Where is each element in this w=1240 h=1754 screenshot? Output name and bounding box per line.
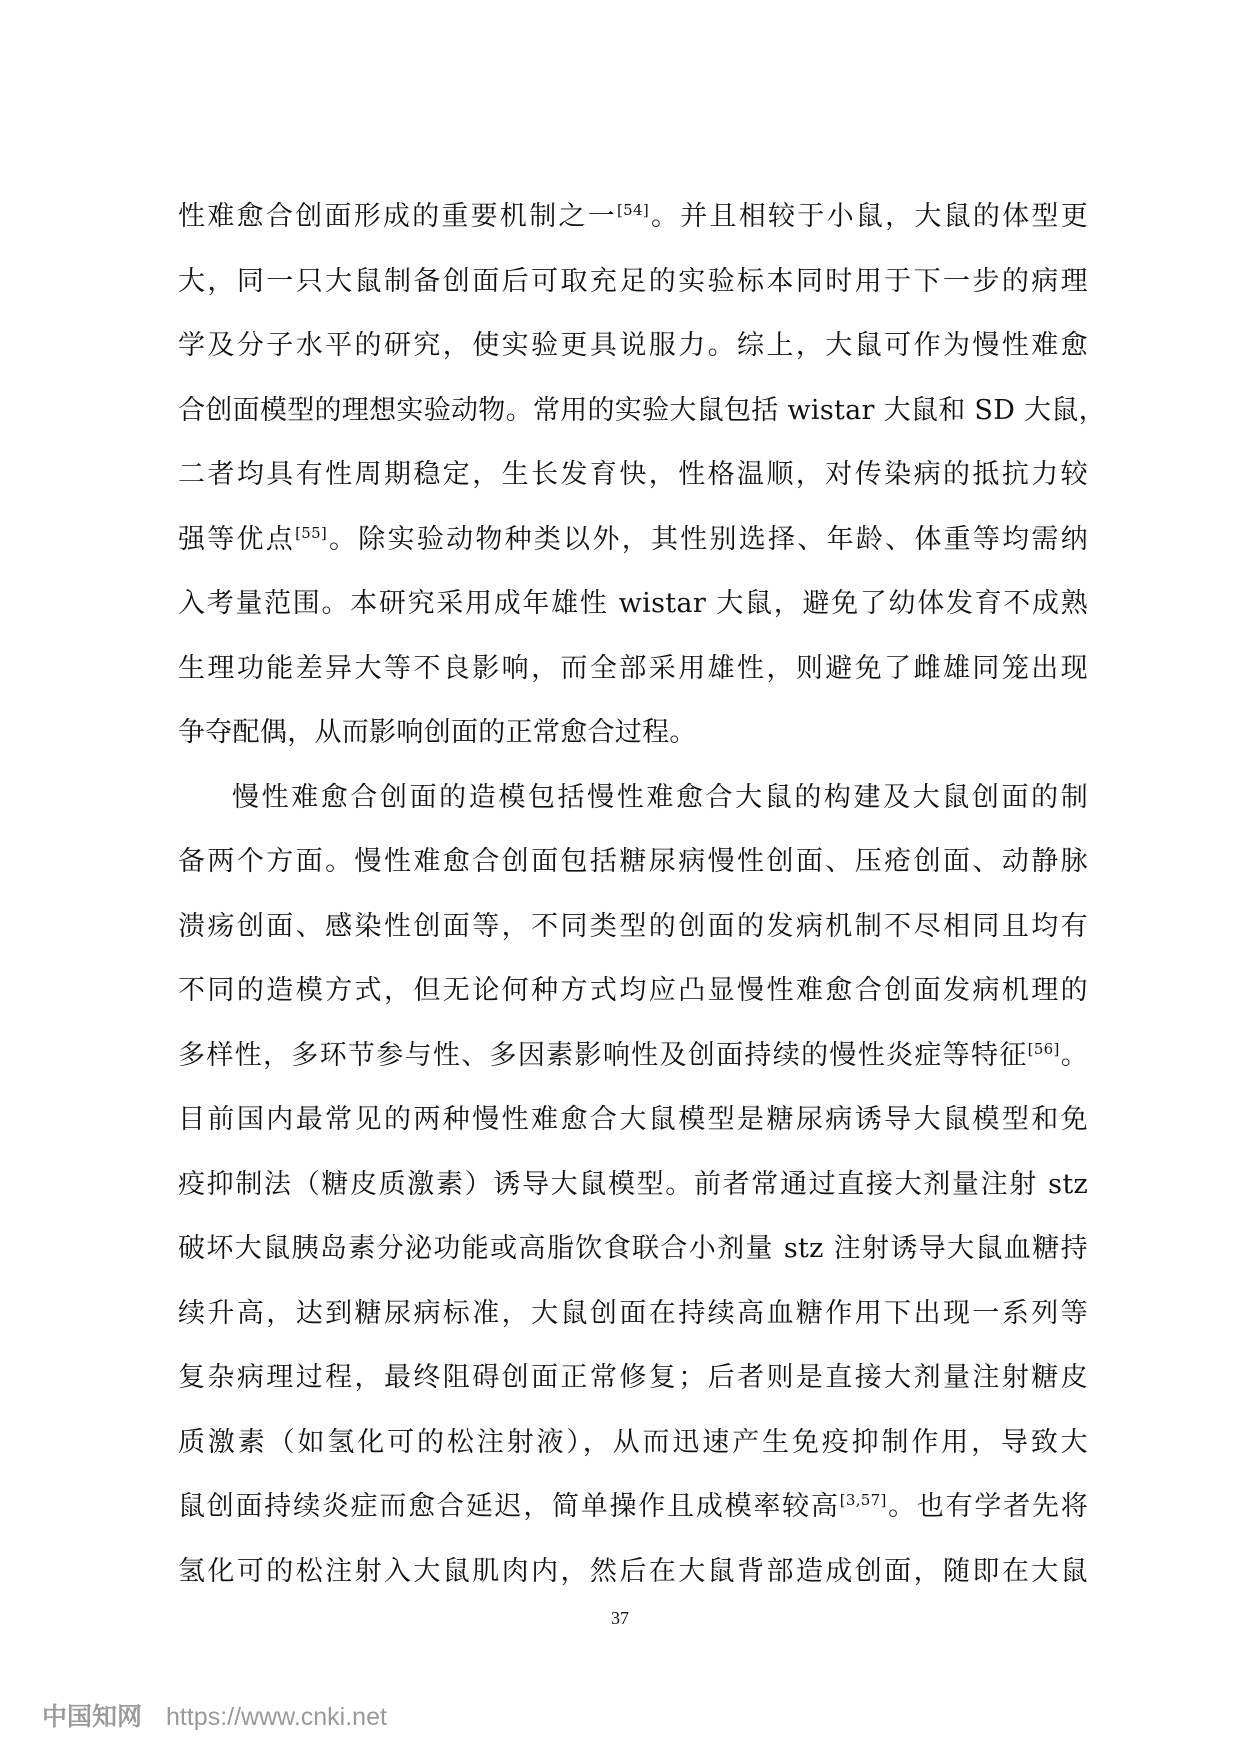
text-line: 备两个方面。慢性难愈合创面包括糖尿病慢性创面、压疮创面、动静脉 [178,846,1088,877]
text-line: 学及分子水平的研究，使实验更具说服力。综上，大鼠可作为慢性难愈 [178,330,1088,361]
text-line: 溃疡创面、感染性创面等，不同类型的创面的发病机制不尽相同且均有 [178,910,1088,942]
text-line: 不同的造模方式，但无论何种方式均应凸显慢性难愈合创面发病机理的 [178,975,1088,1006]
body-text [178,185,1106,1604]
text-line: 多样性，多环节参与性、多因素影响性及创面持续的慢性炎症等特征[56]。 [178,1039,1088,1071]
text-line: 慢性难愈合创面的造模包括慢性难愈合大鼠的构建及大鼠创面的制 [232,781,1088,813]
watermark-brand: 中国知网 [42,1702,143,1731]
watermark [42,1697,387,1733]
text-line: 氢化可的松注射入大鼠肌肉内，然后在大鼠背部造成创面，随即在大鼠 [178,1555,1088,1587]
text-line: 争夺配偶，从而影响创面的正常愈合过程。 [178,717,697,748]
citation[interactable]: [55] [295,523,328,542]
paragraph-1 [178,185,1106,766]
citation[interactable]: [56] [1027,1039,1060,1058]
citation[interactable]: [54] [617,201,649,219]
text-line: 破坏大鼠胰岛素分泌功能或高脂饮食联合小剂量 stz 注射诱导大鼠血糖持 [178,1233,1088,1264]
text-line: 大，同一只大鼠制备创面后可取充足的实验标本同时用于下一步的病理 [178,265,1088,297]
text-line: 强等优点[55]。除实验动物种类以外，其性别选择、年龄、体重等均需纳 [178,523,1088,555]
text-line: 性难愈合创面形成的重要机制之一[54]。并且相较于小鼠，大鼠的体型更 [178,201,1088,232]
text-line: 入考量范围。本研究采用成年雄性 wistar 大鼠，避免了幼体发育不成熟 [178,588,1088,619]
page-number: 37 [611,1608,629,1628]
text-line: 疫抑制法（糖皮质激素）诱导大鼠模型。前者常通过直接大剂量注射 stz [178,1168,1088,1200]
text-line: 生理功能差异大等不良影响，而全部采用雄性，则避免了雌雄同笼出现 [178,652,1088,684]
paragraph-2 [178,766,1088,1605]
citation[interactable]: [3,57] [839,1491,887,1509]
text-line: 合创面模型的理想实验动物。常用的实验大鼠包括 wistar 大鼠和 SD 大鼠， [178,394,1106,426]
text-line: 质激素（如氢化可的松注射液），从而迅速产生免疫抑制作用，导致大 [178,1426,1088,1458]
text-line: 目前国内最常见的两种慢性难愈合大鼠模型是糖尿病诱导大鼠模型和免 [178,1104,1088,1135]
watermark-url[interactable]: https://www.cnki.net [166,1703,387,1731]
text-line: 续升高，达到糖尿病标准，大鼠创面在持续高血糖作用下出现一系列等 [178,1297,1088,1329]
text-line: 鼠创面持续炎症而愈合延迟，简单操作且成模率较高[3,57]。也有学者先将 [178,1491,1088,1522]
text-line: 二者均具有性周期稳定，生长发育快，性格温顺，对传染病的抵抗力较 [178,459,1088,490]
text-line: 复杂病理过程，最终阻碍创面正常修复；后者则是直接大剂量注射糖皮 [178,1362,1088,1393]
